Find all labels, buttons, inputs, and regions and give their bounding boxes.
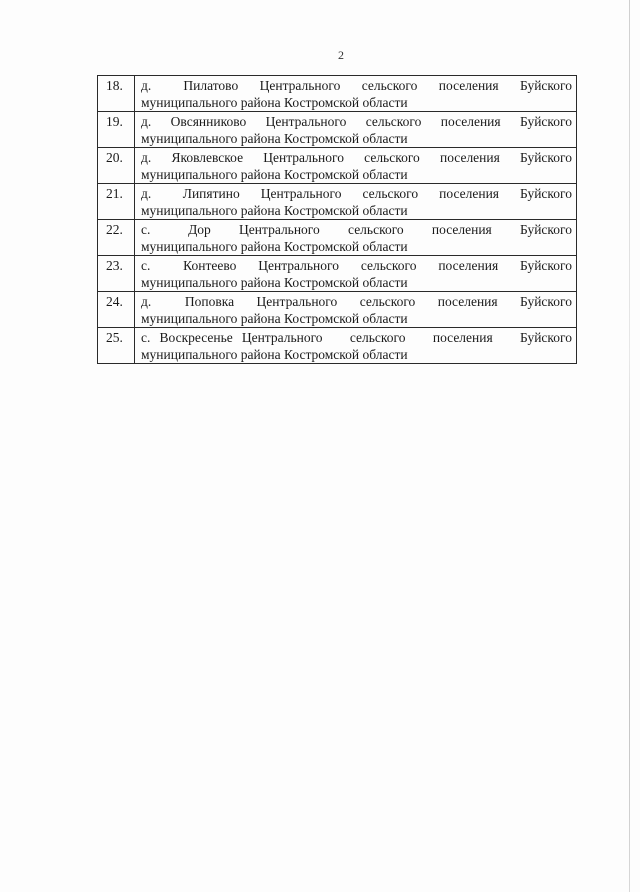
settlement-line-2: муниципального района Костромской области <box>141 95 408 110</box>
table-row <box>98 328 577 364</box>
table-row <box>98 184 577 220</box>
table-row <box>98 220 577 256</box>
table-row <box>98 292 577 328</box>
settlement-description <box>135 148 577 184</box>
row-number: 25. <box>98 328 135 364</box>
page-number: 2 <box>338 48 344 62</box>
row-number: 21. <box>98 184 135 220</box>
settlement-line-2: муниципального района Костромской области <box>141 347 408 362</box>
row-number: 19. <box>98 112 135 148</box>
settlement-line-1: д. Липятино Центрального сельского поселения Буйского <box>141 186 572 201</box>
settlement-description <box>135 76 577 112</box>
settlement-description <box>135 184 577 220</box>
settlement-line-1: д. Яковлевское Центрального сельского поселения Буйского <box>141 150 572 165</box>
settlement-line-2: муниципального района Костромской области <box>141 311 408 326</box>
row-number: 24. <box>98 292 135 328</box>
settlement-line-2: муниципального района Костромской области <box>141 275 408 290</box>
settlement-line-2: муниципального района Костромской области <box>141 131 408 146</box>
settlement-description <box>135 220 577 256</box>
settlement-description <box>135 112 577 148</box>
settlement-line-1: с. Дор Центрального сельского поселения Буйского <box>141 222 572 237</box>
row-number: 20. <box>98 148 135 184</box>
settlement-line-2: муниципального района Костромской области <box>141 167 408 182</box>
table-row <box>98 76 577 112</box>
settlement-description <box>135 292 577 328</box>
scan-edge-artifact <box>629 0 630 892</box>
settlement-line-1: д. Овсянниково Центрального сельского поселения Буйского <box>141 114 572 129</box>
settlement-line-2: муниципального района Костромской области <box>141 203 408 218</box>
settlement-description <box>135 256 577 292</box>
table-row <box>98 112 577 148</box>
table-row <box>98 256 577 292</box>
settlements-table <box>97 75 577 364</box>
settlement-line-1: д. Поповка Центрального сельского поселения Буйского <box>141 294 572 309</box>
settlement-line-1: д. Пилатово Центрального сельского поселения Буйского <box>141 78 572 93</box>
settlement-description <box>135 328 577 364</box>
settlement-line-1: с. Контеево Центрального сельского поселения Буйского <box>141 258 572 273</box>
settlement-line-1: с. Воскресенье Центрального сельского поселения Буйского <box>141 330 572 345</box>
row-number: 18. <box>98 76 135 112</box>
row-number: 22. <box>98 220 135 256</box>
settlements-table-container <box>97 75 577 364</box>
table-row <box>98 148 577 184</box>
row-number: 23. <box>98 256 135 292</box>
settlement-line-2: муниципального района Костромской области <box>141 239 408 254</box>
